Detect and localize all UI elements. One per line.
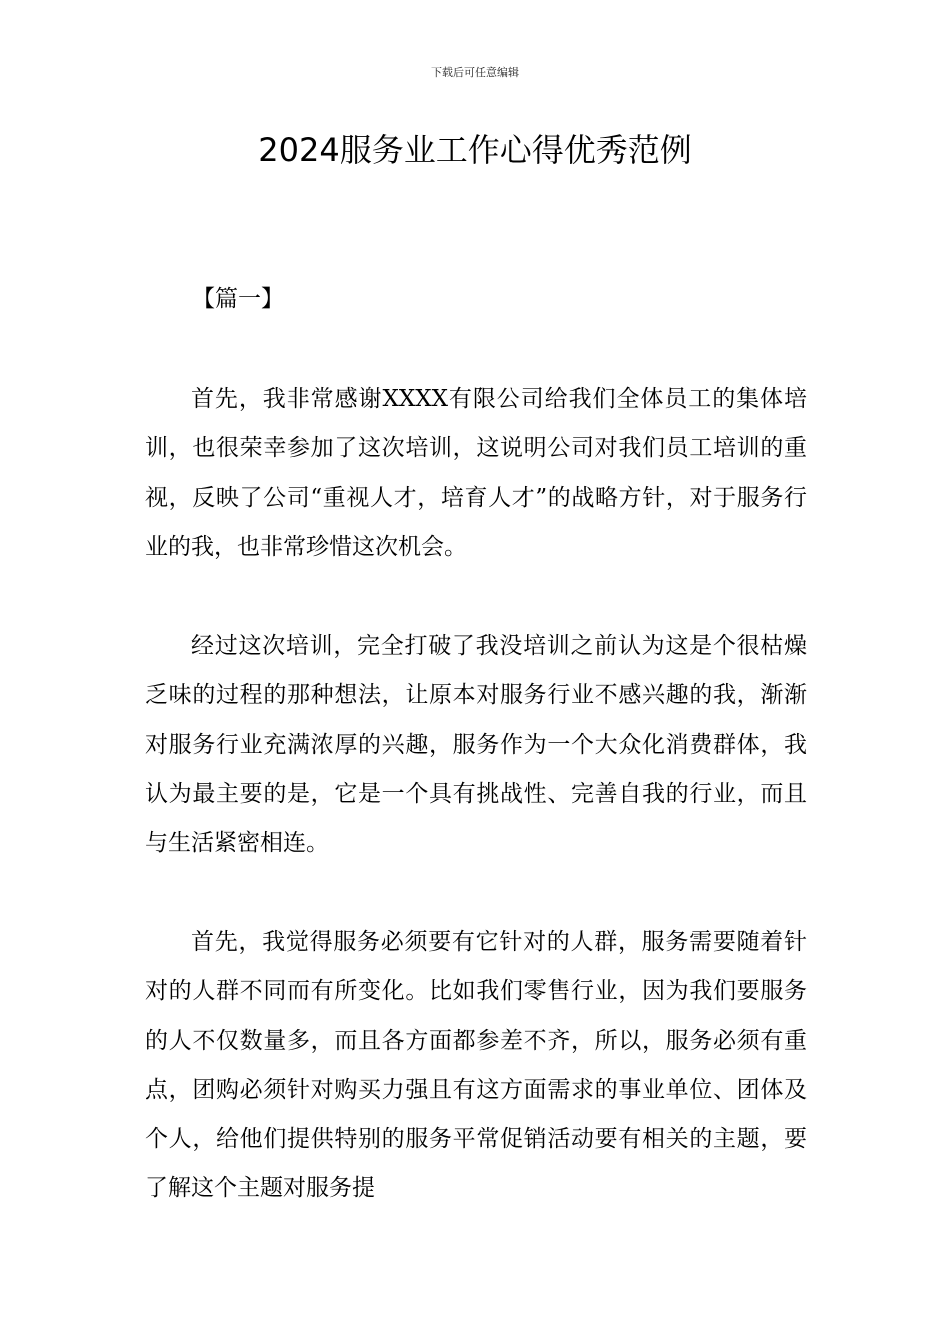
- paragraph-1: 首先，我非常感谢XXXX有限公司给我们全体员工的集体培训，也很荣幸参加了这次培训，这说明公司对我们员工培训的重视，反映了公司“重视人才，培育人才”的战略方针，对于服务行业的我，也非常珍惜这次机会。: [145, 386, 807, 560]
- header-note: 下载后可任意编辑: [431, 66, 519, 79]
- section-label: 【篇一】: [192, 286, 284, 312]
- document-title: 2024服务业工作心得优秀范例: [258, 131, 692, 169]
- paragraph-3: 首先，我觉得服务必须要有它针对的人群，服务需要随着针对的人群不同而有所变化。比如我们零售行业，因为我们要服务的人不仅数量多，而且各方面都参差不齐，所以，服务必须有重点，团购必须针对购买力强且有这方面需求的事业单位、团体及个人，给他们提供特别的服务平常促销活动要有相关的主题，要了解这个主题对服务提: [145, 929, 807, 1202]
- paragraph-2: 经过这次培训，完全打破了我没培训之前认为这是个很枯燥乏味的过程的那种想法，让原本对服务行业不感兴趣的我，渐渐对服务行业充满浓厚的兴趣，服务作为一个大众化消费群体，我认为最主要的是，它是一个具有挑战性、完善自我的行业，而且与生活紧密相连。: [145, 633, 807, 857]
